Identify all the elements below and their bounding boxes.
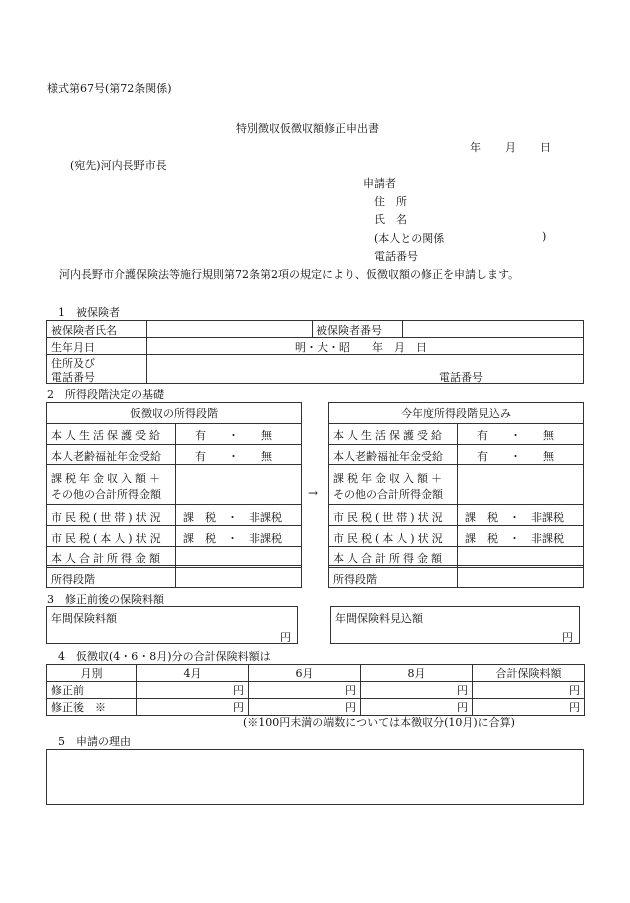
right-row1-value: 有 ・ 無	[477, 429, 554, 442]
address-label-1: 住所及び	[51, 357, 95, 370]
left-row3-label-2: その他の合計所得金額	[51, 488, 161, 501]
right-row3-label-2: その他の合計所得金額	[333, 488, 443, 501]
projected-premium-label: 年間保険料見込額	[335, 612, 423, 625]
date-month: 月	[505, 141, 516, 154]
before-april-yen: 円	[137, 682, 249, 699]
left-row3-label-1: 課税年金収入額＋	[51, 472, 163, 485]
addressee: (宛先)河内長野市長	[70, 159, 167, 172]
applicant-name-label: 氏 名	[374, 213, 407, 226]
applicant-relation-open: (本人との関係	[374, 232, 445, 245]
birth-label: 生年月日	[51, 341, 95, 354]
col-june: 6月	[249, 665, 361, 682]
section1-heading: 1 被保険者	[58, 306, 120, 319]
date-day: 日	[540, 141, 551, 154]
left-row1-value: 有 ・ 無	[195, 429, 272, 442]
col-august: 8月	[361, 665, 473, 682]
left-row2-value: 有 ・ 無	[195, 450, 272, 463]
right-row5-value: 課 税 ・ 非課税	[465, 532, 564, 545]
provisional-premium-table	[46, 664, 585, 716]
right-row2-value: 有 ・ 無	[477, 450, 554, 463]
left-row4-value: 課 税 ・ 非課税	[183, 511, 282, 524]
projected-premium-box	[330, 606, 580, 644]
insured-number-label: 被保険者番号	[316, 324, 382, 337]
before-total-yen: 円	[473, 682, 585, 699]
projected-premium-yen: 円	[562, 631, 573, 644]
birth-value: 明・大・昭 年 月 日	[295, 341, 427, 354]
applicant-heading: 申請者	[363, 177, 396, 190]
right-row5-label: 市民税(本人)状況	[333, 532, 446, 545]
annual-premium-label: 年間保険料額	[51, 612, 117, 625]
table-header-row	[47, 665, 585, 682]
left-row2-label: 本人老齢福祉年金受給	[51, 450, 161, 463]
right-header: 今年度所得段階見込み	[401, 407, 511, 420]
left-row5-value: 課 税 ・ 非課税	[183, 532, 282, 545]
right-row6-label: 本人合計所得金額	[333, 552, 445, 565]
applicant-address-label: 住 所	[374, 195, 407, 208]
before-august-yen: 円	[361, 682, 473, 699]
left-row5-label: 市民税(本人)状況	[51, 532, 164, 545]
right-row4-label: 市民税(世帯)状況	[333, 511, 446, 524]
before-june-yen: 円	[249, 682, 361, 699]
arrow-icon: →	[308, 486, 319, 500]
col-month: 月別	[47, 665, 137, 682]
after-august-yen: 円	[361, 699, 473, 716]
left-row4-label: 市民税(世帯)状況	[51, 511, 164, 524]
section5-heading: 5 申請の理由	[58, 735, 131, 748]
left-row7-label: 所得段階	[51, 573, 95, 586]
annual-premium-box	[46, 606, 298, 644]
address-label-2: 電話番号	[51, 371, 95, 384]
col-total: 合計保険料額	[473, 665, 585, 682]
right-row4-value: 課 税 ・ 非課税	[465, 511, 564, 524]
reason-box[interactable]	[46, 749, 584, 805]
section2-heading: 2 所得段階決定の基礎	[47, 388, 164, 401]
after-april-yen: 円	[137, 699, 249, 716]
left-row1-label: 本人生活保護受給	[51, 429, 163, 442]
right-row7-label: 所得段階	[333, 573, 377, 586]
after-total-yen: 円	[473, 699, 585, 716]
table-row	[47, 682, 585, 699]
section3-heading: 3 修正前後の保険料額	[47, 593, 164, 606]
after-june-yen: 円	[249, 699, 361, 716]
phone-label: 電話番号	[439, 371, 483, 384]
right-row1-label: 本人生活保護受給	[333, 429, 445, 442]
col-april: 4月	[137, 665, 249, 682]
applicant-phone-label: 電話番号	[374, 250, 418, 263]
row-before-label: 修正前	[47, 682, 137, 699]
rounding-note: (※100円未満の端数については本徴収分(10月)に合算)	[243, 716, 515, 729]
projected-stage-table	[328, 402, 584, 588]
applicant-relation-close: )	[542, 230, 547, 243]
date-year: 年	[470, 141, 481, 154]
row-after-label: 修正後 ※	[47, 699, 137, 716]
insured-table	[46, 320, 584, 384]
annual-premium-yen: 円	[280, 631, 291, 644]
statement: 河内長野市介護保険法等施行規則第72条第2項の規定により、仮徴収額の修正を申請します。	[59, 268, 520, 281]
left-row6-label: 本人合計所得金額	[51, 552, 163, 565]
table-row	[47, 699, 585, 716]
insured-name-label: 被保険者氏名	[51, 324, 117, 337]
left-header: 仮徴収の所得段階	[130, 407, 218, 420]
current-stage-table	[46, 402, 302, 588]
right-row3-label-1: 課税年金収入額＋	[333, 472, 445, 485]
page-title: 特別徴収仮徴収額修正申出書	[236, 122, 379, 135]
form-number: 様式第67号(第72条関係)	[47, 82, 172, 95]
right-row2-label: 本人老齢福祉年金受給	[333, 450, 443, 463]
section4-heading: 4 仮徴収(4・6・8月)分の合計保険料額は	[58, 650, 271, 663]
